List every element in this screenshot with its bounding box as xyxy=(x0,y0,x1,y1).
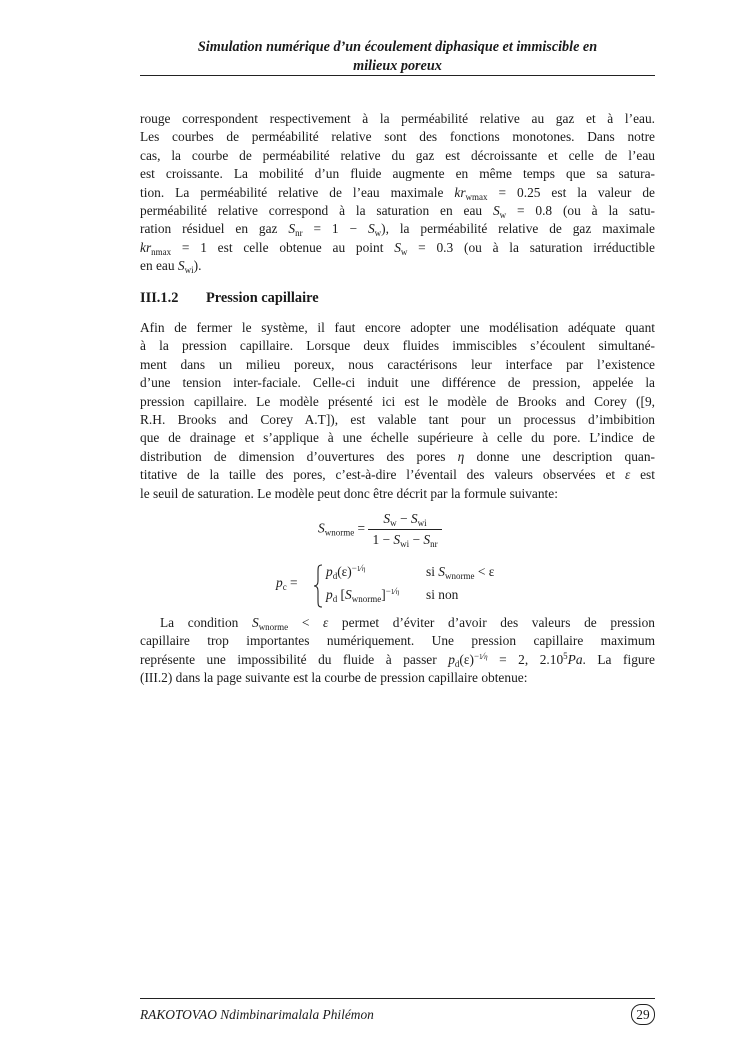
math-op: = xyxy=(286,575,298,590)
text-line: à la pression capillaire. Lorsque deux fluides immiscibles s’écoulent simultané- xyxy=(140,338,655,354)
math-sub: wi xyxy=(400,539,410,549)
math-op: − xyxy=(396,511,411,526)
text-line: capillaire trop importantes numériquement. Une pression capillaire maximum xyxy=(140,633,655,649)
math-sub: wmax xyxy=(465,191,488,202)
math-exp-num: 1 xyxy=(479,652,483,661)
fraction-numerator xyxy=(368,511,441,530)
math-op: < xyxy=(288,615,324,630)
text-line xyxy=(140,466,655,484)
math-var: kr xyxy=(454,184,466,200)
text-line: que de drainage et s’applique à une échelle supérieure à celle du pore. L’indice de xyxy=(140,430,655,446)
math-var: ε xyxy=(323,615,329,630)
text-line: rouge correspondent respectivement à la perméabilité relative au gaz et à l’eau. xyxy=(140,111,655,126)
text-run: donne une description quan- xyxy=(464,448,656,464)
left-brace-icon xyxy=(313,564,323,608)
text-line xyxy=(140,202,655,220)
text-line xyxy=(140,614,655,632)
text-line xyxy=(140,220,655,238)
math-var: S xyxy=(438,564,445,579)
math-op: − xyxy=(351,563,357,573)
running-header xyxy=(140,38,655,76)
math-var: η xyxy=(457,448,465,464)
text-run: = 1 est celle obtenue au point xyxy=(171,239,395,255)
math-exp-den: η xyxy=(361,565,366,573)
math-op: [ xyxy=(337,587,346,602)
math-op: 1 − xyxy=(372,532,394,547)
math-var: S xyxy=(367,221,375,237)
math-var: S xyxy=(394,239,401,255)
math-var: S xyxy=(251,615,259,630)
math-sub: wnorme xyxy=(324,527,355,538)
math-sub: nmax xyxy=(151,246,172,257)
math-sub: d xyxy=(332,594,338,604)
math-sub: d xyxy=(332,571,338,581)
math-var: S xyxy=(288,221,296,237)
text-run: perméabilité relative correspond à la saturation en eau xyxy=(140,202,493,218)
running-header-line1: Simulation numérique d’un écoulement diphasique et immiscible en xyxy=(197,39,598,55)
footer-rule xyxy=(140,998,655,999)
math-sub: nr xyxy=(430,539,438,549)
text-line: (III.2) dans la page suivante est la courbe de pression capillaire obtenue: xyxy=(140,670,528,686)
text-line: d’une tension inter-faciale. Celle-ci induit une différence de pression, appelée la xyxy=(140,375,655,391)
text-run: = 2, 2.10 xyxy=(487,651,564,667)
page-number: 29 xyxy=(631,1004,655,1025)
case-one-condition xyxy=(426,564,494,580)
math-var: S xyxy=(410,511,418,526)
math-sub: w xyxy=(499,209,507,220)
text-run: distribution de dimension d’ouvertures des pores xyxy=(140,448,458,464)
fraction-denominator xyxy=(368,530,441,548)
running-header-line2: milieux poreux xyxy=(353,58,442,74)
math-sub: wnorme xyxy=(444,571,475,581)
section-number: III.1.2 xyxy=(140,290,179,306)
math-exponent: −1⁄η xyxy=(473,650,488,661)
math-sub: c xyxy=(282,582,287,592)
text-line: cas, la courbe de perméabilité relative du gaz est décroissante et celle de l’eau xyxy=(140,147,655,163)
section-heading xyxy=(140,290,655,307)
math-var: p xyxy=(326,587,333,602)
text-run: = 1 − xyxy=(302,221,368,237)
text-line xyxy=(140,257,655,275)
case-two-value xyxy=(326,587,399,603)
text-run: ). xyxy=(193,258,202,274)
fraction xyxy=(368,511,441,548)
math-var: ε xyxy=(624,467,631,483)
math-arg: (ε) xyxy=(459,651,474,667)
text-line: R.H. Brooks and Corey A.T]), est valable tant pour un processus d’imbibition xyxy=(140,411,655,427)
math-sub: wi xyxy=(417,518,427,528)
paragraph-condition xyxy=(140,614,655,688)
text-run: tion. La perméabilité relative de l’eau maximale xyxy=(140,184,455,200)
text-line: le seuil de saturation. Le modèle peut donc être décrit par la formule suivante: xyxy=(140,485,558,501)
text-line xyxy=(140,651,655,669)
math-op: ] xyxy=(381,587,386,602)
text-line: est croissante. La mobilité d’un fluide augmente en même temps que sa satura- xyxy=(140,166,655,182)
text-line xyxy=(140,184,655,202)
text-run: . La figure xyxy=(582,651,655,667)
text-run: en eau xyxy=(140,258,178,274)
case-two-condition: si non xyxy=(426,587,459,602)
math-op: < ε xyxy=(474,564,495,579)
math-op: − xyxy=(409,532,424,547)
paragraph-capillary xyxy=(140,319,655,503)
equation-normalized-saturation xyxy=(318,511,442,548)
text-run: si xyxy=(426,564,439,579)
paragraph-permeability xyxy=(140,110,655,276)
math-unit: Pa xyxy=(567,651,583,667)
math-var: S xyxy=(345,587,352,602)
math-sub: w xyxy=(374,228,382,239)
math-exponent: −1⁄η xyxy=(385,586,400,596)
math-var: S xyxy=(423,532,431,547)
math-sub: nr xyxy=(295,228,303,239)
text-run: titative de la taille des pores, c’est-à-dire l’éventail des valeurs observées et xyxy=(140,467,625,483)
header-rule xyxy=(140,75,655,76)
math-sub: wi xyxy=(184,265,194,276)
footer-author: RAKOTOVAO Ndimbinarimalala Philémon xyxy=(140,1007,374,1022)
math-sub: w xyxy=(400,246,408,257)
math-exp-num: 1 xyxy=(356,565,361,573)
equation-capillary-pressure xyxy=(276,563,536,609)
text-run: = 0.25 est la valeur de xyxy=(487,184,655,200)
text-line: Afin de fermer le système, il faut encore adopter une modélisation adéquate quant xyxy=(140,320,655,335)
math-sub: w xyxy=(390,518,397,528)
math-var: S xyxy=(383,511,391,526)
text-run: ), la perméabilité relative de gaz maximale xyxy=(381,221,655,237)
math-var: S xyxy=(318,520,325,536)
text-line: ment dans un milieu poreux, nous caractérisons leur interface par l’existence xyxy=(140,356,655,372)
equation-lhs xyxy=(276,575,298,591)
text-line xyxy=(140,448,655,466)
math-sup: 5 xyxy=(563,650,568,661)
math-var: kr xyxy=(140,239,152,255)
text-run: est xyxy=(630,467,655,483)
math-sub: wnorme xyxy=(258,622,289,632)
math-arg: (ε) xyxy=(337,564,352,579)
math-var: S xyxy=(177,258,185,274)
math-op: − xyxy=(473,650,480,661)
text-run: permet d’éviter d’avoir des valeurs de pression xyxy=(328,615,655,630)
text-run: La condition xyxy=(160,615,252,630)
text-line xyxy=(140,239,655,257)
text-line: Les courbes de perméabilité relative sont des fonctions monotones. Dans notre xyxy=(140,129,655,145)
math-var: p xyxy=(448,651,455,667)
math-sub: wnorme xyxy=(351,594,382,604)
text-run: = 0.8 (ou à la satu- xyxy=(506,202,655,218)
math-exp-den: η xyxy=(395,588,400,596)
math-exp-num: 1 xyxy=(390,588,395,596)
text-run: ration résiduel en gaz xyxy=(140,221,289,237)
math-exponent: −1⁄η xyxy=(351,563,366,573)
math-sub: d xyxy=(454,658,460,669)
math-var: p xyxy=(326,564,333,579)
section-title: Pression capillaire xyxy=(206,290,319,306)
math-var: p xyxy=(276,575,283,590)
math-exp-den: η xyxy=(484,652,488,661)
text-run: = 0.3 (ou à la saturation irréductible xyxy=(407,239,656,255)
math-op: − xyxy=(385,586,391,596)
math-op: = xyxy=(354,520,369,536)
math-var: S xyxy=(393,532,401,547)
math-var: S xyxy=(492,202,500,218)
text-line: pression capillaire. Le modèle présenté ici est le modèle de Brooks and Corey ([9, xyxy=(140,393,655,409)
case-one-value xyxy=(326,564,365,580)
text-run: représente une impossibilité du fluide à passer xyxy=(140,651,449,667)
